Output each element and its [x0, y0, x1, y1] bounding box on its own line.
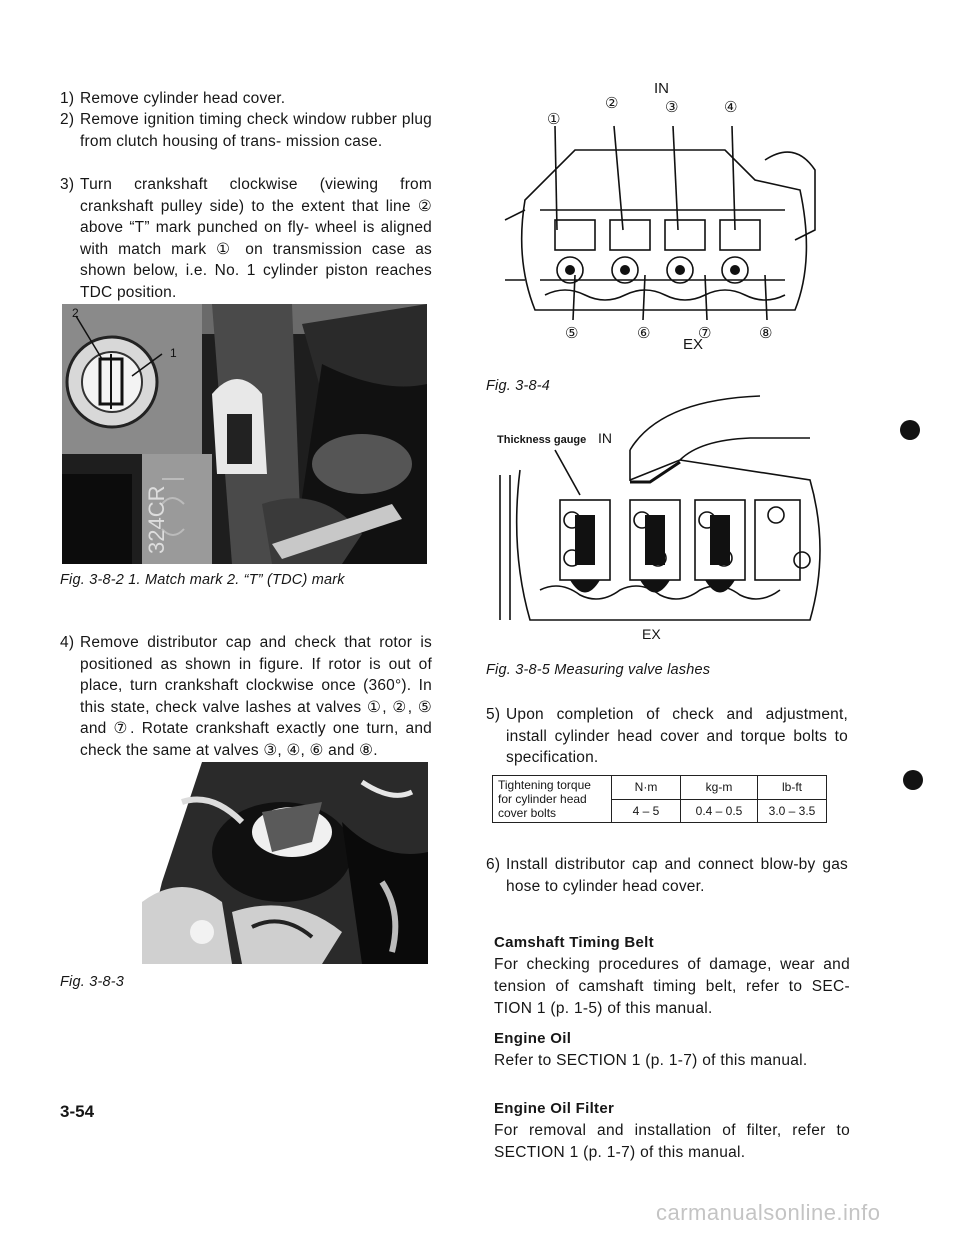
valve-4-label: ④ — [724, 98, 738, 116]
fig-3-8-2-caption: Fig. 3-8-2 1. Match mark 2. “T” (TDC) mark — [60, 572, 345, 588]
thickness-gauge-label: Thickness gauge — [497, 434, 587, 446]
torque-header-kgm: kg-m — [681, 776, 758, 800]
fig-3-8-5-caption: Fig. 3-8-5 Measuring valve lashes — [486, 662, 711, 678]
step-2 — [60, 109, 432, 152]
torque-value-lbft: 3.0 – 3.5 — [758, 799, 827, 823]
torque-table — [492, 775, 827, 823]
fig-label-1: 1 — [170, 346, 177, 360]
binder-hole — [903, 770, 923, 790]
ex-label: EX — [683, 336, 704, 353]
section-heading-oil-filter: Engine Oil Filter — [494, 1100, 615, 1117]
step-3 — [60, 174, 432, 303]
fig-3-8-3-photo — [142, 762, 428, 964]
torque-table-label: Tightening torque for cylinder head cover bolts — [493, 776, 612, 823]
torque-value-nm: 4 – 5 — [612, 799, 681, 823]
step-5 — [486, 704, 848, 769]
step-1 — [60, 88, 432, 110]
valve-5-label: ⑤ — [565, 324, 579, 342]
watermark: carmanualsonline.info — [656, 1200, 881, 1225]
in-label: IN — [654, 80, 669, 97]
fig-3-8-5-diagram — [480, 390, 840, 645]
binder-hole — [900, 420, 920, 440]
section-text-timing-belt: For checking procedures of damage, wear and tension of camshaft timing belt, refer to SEC- TION 1 (p. 1-5) of this manual. — [494, 956, 850, 1017]
torque-header-lbft: lb-ft — [758, 776, 827, 800]
valve-7-label: ⑦ — [698, 324, 712, 342]
step-number: 6) — [486, 856, 501, 873]
section-text-oil-filter: For removal and installation of filter, refer to SECTION 1 (p. 1-7) of this manual. — [494, 1122, 850, 1161]
step-number: 3) — [60, 176, 75, 193]
torque-header-nm: N·m — [612, 776, 681, 800]
step-number: 5) — [486, 706, 501, 723]
section-heading-timing-belt: Camshaft Timing Belt — [494, 934, 654, 951]
valve-2-label: ② — [605, 94, 619, 112]
step-4 — [60, 632, 432, 761]
step-text: Turn crankshaft clockwise (viewing from crankshaft pulley side) to the extent that line ② above “T” mark punched on fly- wheel is aligned with match mark ① on transmission case as shown below, i.e. No. 1 cylinder piston reaches TDC position. — [80, 176, 432, 301]
valve-6-label: ⑥ — [637, 324, 651, 342]
step-6 — [486, 854, 848, 897]
valve-8-label: ⑧ — [759, 324, 773, 342]
section-heading-engine-oil: Engine Oil — [494, 1030, 572, 1047]
step-text: Upon completion of check and adjustment, install cylinder head cover and torque bolts to specification. — [506, 706, 848, 766]
case-stamp: 324CR — [144, 485, 169, 554]
fig-3-8-2-photo — [62, 304, 427, 564]
fig-label-2: 2 — [72, 306, 79, 320]
valve-3-label: ③ — [665, 98, 679, 116]
step-text: Install distributor cap and connect blow-by gas hose to cylinder head cover. — [506, 856, 848, 895]
step-number: 2) — [60, 111, 75, 128]
fig-3-8-4-caption: Fig. 3-8-4 — [486, 378, 551, 394]
fig-3-8-3-caption: Fig. 3-8-3 — [60, 974, 125, 990]
step-text: Remove distributor cap and check that rotor is positioned as shown in figure. If rotor is out of place, turn crankshaft clockwise once (360°). In this state, check valve lashes at valves ①, ②, ⑤ and ⑦. Rotate crankshaft exactly one turn, and check the same at valves ③, ④, ⑥ and ⑧. — [80, 634, 432, 759]
step-number: 4) — [60, 634, 75, 651]
ex-label: EX — [642, 626, 661, 642]
step-text: Remove cylinder head cover. — [80, 90, 286, 107]
fig-3-8-4-diagram — [495, 80, 825, 360]
step-text: Remove ignition timing check window rubber plug from clutch housing of trans- mission case. — [80, 111, 432, 150]
in-label: IN — [598, 430, 612, 446]
step-number: 1) — [60, 90, 75, 107]
section-text-engine-oil: Refer to SECTION 1 (p. 1-7) of this manual. — [494, 1052, 808, 1069]
page-number: 3-54 — [60, 1102, 95, 1121]
torque-value-kgm: 0.4 – 0.5 — [681, 799, 758, 823]
valve-1-label: ① — [547, 110, 561, 128]
